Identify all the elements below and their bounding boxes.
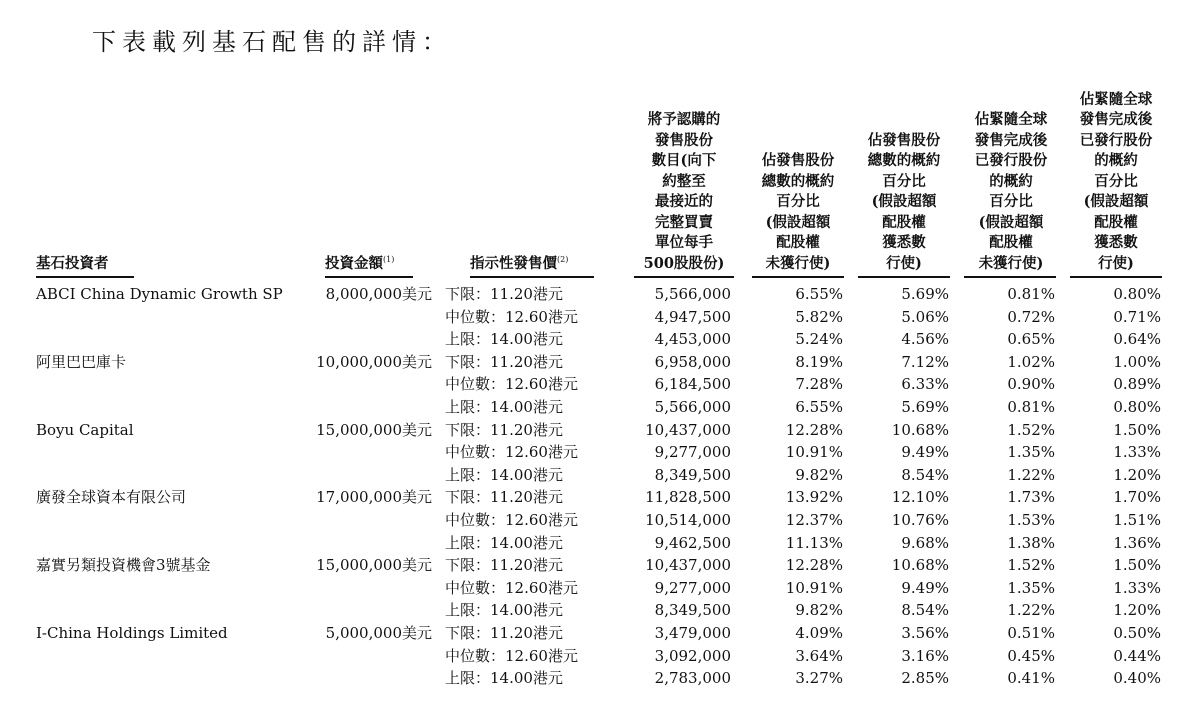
header-underline	[964, 276, 1056, 278]
pct-fully-exercised: 7.12%	[901, 352, 949, 371]
pct-not-exercised: 12.28%	[785, 556, 843, 575]
indicative-price: 中位數：12.60港元	[445, 646, 578, 665]
indicative-price: 上限：14.00港元	[445, 533, 563, 552]
pct-fully-exercised: 12.10%	[891, 488, 949, 507]
pct-fully-exercised: 8.54%	[901, 465, 949, 484]
pct-not-exercised: 6.55%	[795, 398, 843, 416]
indicative-price: 上限：14.00港元	[445, 601, 563, 620]
pct-not-exercised: 3.64%	[795, 646, 843, 665]
shares-count: 3,479,000	[654, 624, 731, 642]
pct-not-exercised: 13.92%	[785, 488, 843, 507]
pct-issued-fully-exercised: 0.80%	[1113, 285, 1161, 303]
pct-not-exercised: 12.28%	[785, 420, 843, 439]
pct-not-exercised: 10.91%	[785, 578, 843, 597]
section-title: 下表載列基石配售的詳情：	[92, 28, 452, 56]
header-pct-not-exercised: 佔發售股份 總數的概約 百分比 (假設超額 配股權 未獲行使)	[761, 152, 835, 272]
pct-issued-fully-exercised: 0.80%	[1113, 398, 1161, 416]
pct-fully-exercised: 10.68%	[891, 556, 949, 575]
pct-issued-not-exercised: 1.22%	[1007, 601, 1055, 620]
header-underline	[470, 276, 594, 278]
pct-fully-exercised: 10.76%	[891, 511, 949, 529]
pct-issued-not-exercised: 1.02%	[1007, 352, 1055, 371]
shares-count: 4,453,000	[654, 330, 731, 349]
pct-issued-fully-exercised: 1.51%	[1113, 511, 1161, 529]
shares-count: 6,184,500	[654, 375, 731, 394]
pct-not-exercised: 10.91%	[785, 443, 843, 462]
investor-name: Boyu Capital	[36, 420, 134, 439]
pct-not-exercised: 9.82%	[795, 465, 843, 484]
investment-amount: 10,000,000美元	[316, 352, 432, 371]
indicative-price: 上限：14.00港元	[445, 398, 563, 416]
pct-issued-fully-exercised: 1.00%	[1113, 352, 1161, 371]
pct-not-exercised: 3.27%	[795, 669, 843, 688]
shares-count: 6,958,000	[654, 352, 731, 371]
shares-count: 9,277,000	[654, 578, 731, 597]
pct-fully-exercised: 5.06%	[901, 307, 949, 326]
header-underline	[325, 276, 413, 278]
shares-count: 5,566,000	[654, 398, 731, 416]
indicative-price: 下限：11.20港元	[445, 488, 563, 507]
indicative-price: 中位數：12.60港元	[445, 307, 578, 326]
pct-not-exercised: 9.82%	[795, 601, 843, 620]
pct-fully-exercised: 2.85%	[901, 669, 949, 688]
investor-name: 廣發全球資本有限公司	[36, 488, 187, 507]
indicative-price: 中位數：12.60港元	[445, 511, 578, 529]
pct-issued-not-exercised: 1.73%	[1007, 488, 1055, 507]
indicative-price: 下限：11.20港元	[445, 556, 563, 575]
pct-issued-fully-exercised: 0.89%	[1113, 375, 1161, 394]
pct-issued-fully-exercised: 1.20%	[1113, 601, 1161, 620]
pct-issued-not-exercised: 1.52%	[1007, 420, 1055, 439]
pct-issued-fully-exercised: 0.40%	[1113, 669, 1161, 688]
shares-count: 3,092,000	[654, 646, 731, 665]
pct-not-exercised: 4.09%	[795, 624, 843, 642]
investor-name: I-China Holdings Limited	[36, 624, 228, 642]
pct-fully-exercised: 9.49%	[901, 443, 949, 462]
pct-issued-fully-exercised: 1.70%	[1113, 488, 1161, 507]
header-shares: 將予認購的 發售股份 數目(向下 約整至 最接近的 完整買賣 單位每手 500股股份)	[643, 111, 725, 272]
shares-count: 11,828,500	[645, 488, 731, 507]
pct-fully-exercised: 10.68%	[891, 420, 949, 439]
pct-issued-fully-exercised: 1.50%	[1113, 420, 1161, 439]
pct-fully-exercised: 3.56%	[901, 624, 949, 642]
investment-amount: 15,000,000美元	[316, 556, 432, 575]
pct-issued-fully-exercised: 0.50%	[1113, 624, 1161, 642]
pct-issued-fully-exercised: 1.33%	[1113, 443, 1161, 462]
header-price: 指示性發售價$^{(2)}$	[470, 254, 569, 272]
indicative-price: 中位數：12.60港元	[445, 443, 578, 462]
header-pct-issued-fully-exercised: 佔緊隨全球 發售完成後 已發行股份 的概約 百分比 (假設超額 配股權 獲悉數 行使)	[1079, 90, 1153, 272]
shares-count: 9,277,000	[654, 443, 731, 462]
indicative-price: 上限：14.00港元	[445, 465, 563, 484]
pct-issued-fully-exercised: 1.50%	[1113, 556, 1161, 575]
pct-fully-exercised: 9.68%	[901, 533, 949, 552]
pct-issued-fully-exercised: 1.33%	[1113, 578, 1161, 597]
header-underline	[1070, 276, 1162, 278]
pct-issued-fully-exercised: 1.36%	[1113, 533, 1161, 552]
pct-issued-not-exercised: 1.53%	[1007, 511, 1055, 529]
pct-issued-not-exercised: 0.90%	[1007, 375, 1055, 394]
pct-issued-not-exercised: 1.38%	[1007, 533, 1055, 552]
pct-fully-exercised: 3.16%	[901, 646, 949, 665]
pct-issued-not-exercised: 0.41%	[1007, 669, 1055, 688]
pct-fully-exercised: 4.56%	[901, 330, 949, 349]
pct-issued-not-exercised: 0.65%	[1007, 330, 1055, 349]
pct-issued-not-exercised: 1.52%	[1007, 556, 1055, 575]
header-amount: 投資金額$^{(1)}$	[325, 254, 395, 272]
investor-name: 嘉實另類投資機會3號基金	[36, 556, 211, 575]
pct-issued-fully-exercised: 1.20%	[1113, 465, 1161, 484]
pct-not-exercised: 6.55%	[795, 285, 843, 303]
indicative-price: 上限：14.00港元	[445, 669, 563, 688]
pct-issued-fully-exercised: 0.44%	[1113, 646, 1161, 665]
header-underline	[752, 276, 844, 278]
pct-fully-exercised: 9.49%	[901, 578, 949, 597]
pct-fully-exercised: 8.54%	[901, 601, 949, 620]
header-investor: 基石投資者	[36, 254, 109, 272]
investment-amount: 17,000,000美元	[316, 488, 432, 507]
shares-count: 5,566,000	[654, 285, 731, 303]
pct-not-exercised: 7.28%	[795, 375, 843, 394]
investor-name: 阿里巴巴庫卡	[36, 352, 127, 371]
investment-amount: 15,000,000美元	[316, 420, 432, 439]
pct-issued-not-exercised: 0.81%	[1007, 285, 1055, 303]
header-underline	[858, 276, 950, 278]
shares-count: 9,462,500	[654, 533, 731, 552]
shares-count: 8,349,500	[654, 465, 731, 484]
shares-count: 4,947,500	[654, 307, 731, 326]
header-underline	[36, 276, 134, 278]
shares-count: 2,783,000	[654, 669, 731, 688]
pct-fully-exercised: 6.33%	[901, 375, 949, 394]
indicative-price: 下限：11.20港元	[445, 624, 563, 642]
investment-amount: 5,000,000美元	[325, 624, 432, 642]
pct-issued-not-exercised: 0.45%	[1007, 646, 1055, 665]
pct-issued-fully-exercised: 0.64%	[1113, 330, 1161, 349]
indicative-price: 下限：11.20港元	[445, 352, 563, 371]
pct-issued-not-exercised: 0.72%	[1007, 307, 1055, 326]
indicative-price: 下限：11.20港元	[445, 420, 563, 439]
pct-fully-exercised: 5.69%	[901, 398, 949, 416]
indicative-price: 下限：11.20港元	[445, 285, 563, 303]
pct-not-exercised: 5.24%	[795, 330, 843, 349]
pct-not-exercised: 12.37%	[785, 511, 843, 529]
investment-amount: 8,000,000美元	[325, 285, 432, 303]
shares-count: 10,437,000	[645, 556, 731, 575]
indicative-price: 上限：14.00港元	[445, 330, 563, 349]
shares-count: 10,437,000	[645, 420, 731, 439]
shares-count: 8,349,500	[654, 601, 731, 620]
indicative-price: 中位數：12.60港元	[445, 578, 578, 597]
pct-issued-not-exercised: 1.35%	[1007, 578, 1055, 597]
investor-name: ABCI China Dynamic Growth SP	[36, 285, 283, 303]
pct-not-exercised: 11.13%	[785, 533, 843, 552]
header-pct-issued-not-exercised: 佔緊隨全球 發售完成後 已發行股份 的概約 百分比 (假設超額 配股權 未獲行使)	[974, 111, 1048, 272]
pct-not-exercised: 5.82%	[795, 307, 843, 326]
pct-issued-fully-exercised: 0.71%	[1113, 307, 1161, 326]
pct-issued-not-exercised: 1.22%	[1007, 465, 1055, 484]
pct-issued-not-exercised: 0.81%	[1007, 398, 1055, 416]
header-pct-fully-exercised: 佔發售股份 總數的概約 百分比 (假設超額 配股權 獲悉數 行使)	[867, 131, 941, 272]
indicative-price: 中位數：12.60港元	[445, 375, 578, 394]
shares-count: 10,514,000	[645, 511, 731, 529]
pct-issued-not-exercised: 1.35%	[1007, 443, 1055, 462]
pct-not-exercised: 8.19%	[795, 352, 843, 371]
pct-issued-not-exercised: 0.51%	[1007, 624, 1055, 642]
header-underline	[634, 276, 734, 278]
pct-fully-exercised: 5.69%	[901, 285, 949, 303]
